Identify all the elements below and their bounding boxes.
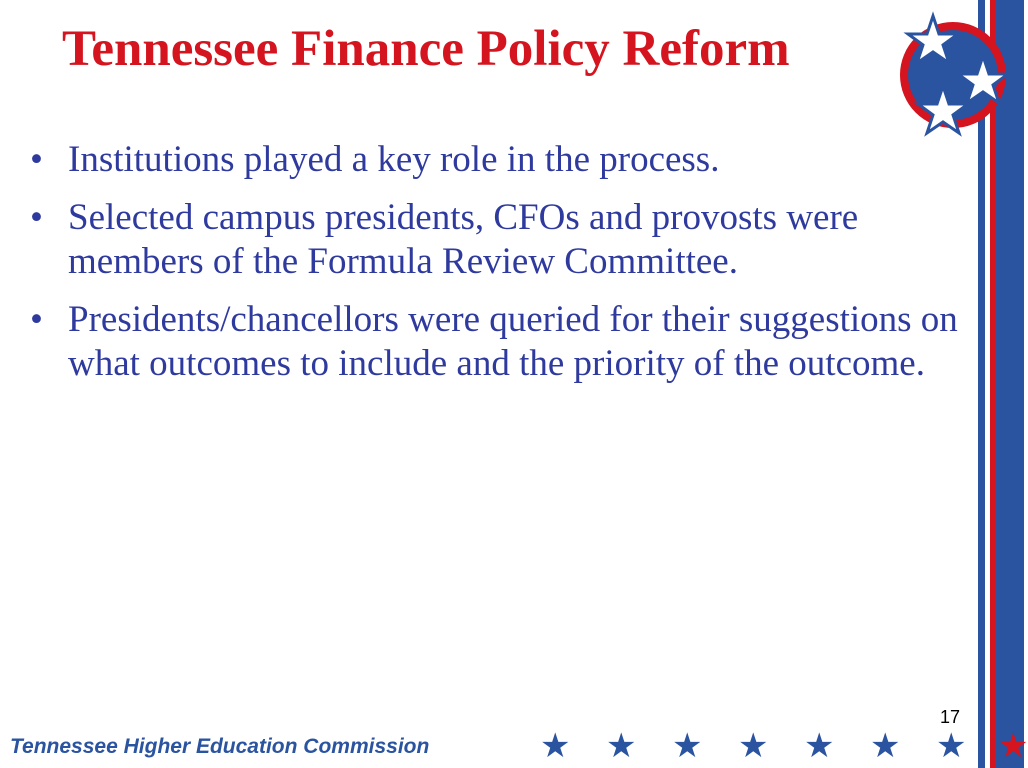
- bullet-text: Presidents/chancellors were queried for their suggestions on what outcomes to include and the priority of the outcome.: [68, 299, 958, 384]
- tennessee-tri-star-logo-icon: [895, 12, 1010, 137]
- footer-organization: Tennessee Higher Education Commission: [10, 735, 430, 758]
- star-icon: ★: [870, 726, 901, 766]
- bullet-item: [30, 298, 980, 386]
- star-icon: ★: [540, 726, 571, 766]
- bullet-item: [30, 138, 980, 182]
- star-icon: ★: [738, 726, 769, 766]
- bullet-item: [30, 196, 980, 284]
- bullet-marker: •: [30, 299, 43, 340]
- page-number: 17: [939, 707, 960, 727]
- bullet-marker: •: [30, 197, 43, 238]
- star-icon: ★: [804, 726, 835, 766]
- star-icon: ★: [936, 726, 967, 766]
- bullet-marker: •: [30, 139, 43, 180]
- bullet-text: Selected campus presidents, CFOs and provosts were members of the Formula Review Committee.: [68, 197, 859, 282]
- red-star-icon: ★: [998, 726, 1028, 766]
- star-icon: ★: [606, 726, 637, 766]
- bullet-text: Institutions played a key role in the process.: [68, 139, 720, 180]
- bullet-list: [30, 138, 980, 400]
- slide-title: Tennessee Finance Policy Reform: [62, 21, 790, 77]
- star-icon: ★: [672, 726, 703, 766]
- footer-star-row: [540, 726, 998, 766]
